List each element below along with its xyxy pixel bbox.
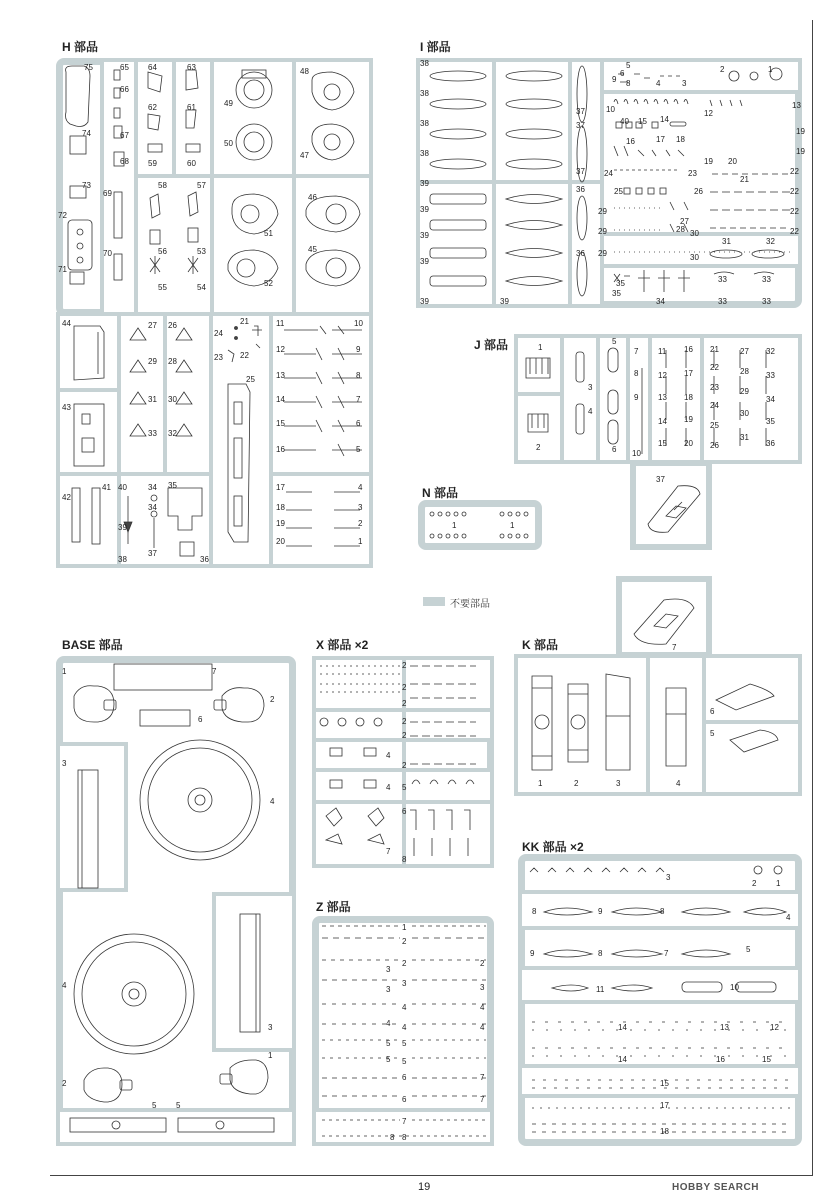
sprue-z-title: Z 部品 <box>316 900 351 914</box>
h-parts-49-50 <box>214 62 294 174</box>
h-parts-51-52 <box>214 180 294 310</box>
legend-label: 不要部品 <box>450 599 490 610</box>
base-parts <box>60 660 292 1142</box>
watermark: HOBBY SEARCH <box>672 1182 759 1193</box>
sprue-base-title: BASE 部品 <box>62 638 123 652</box>
sprue-x-title: X 部品 ×2 <box>316 638 369 652</box>
sprue-i-title: I 部品 <box>420 40 451 54</box>
h-parts-1-4-17-20 <box>276 478 370 566</box>
k-part-7 <box>624 586 704 650</box>
h-parts-45-46 <box>296 180 368 310</box>
j-part-37 <box>638 470 706 544</box>
sprue-kk-title: KK 部品 ×2 <box>522 840 584 854</box>
h-parts-26-33 <box>122 318 212 468</box>
h-part-75 <box>60 62 100 312</box>
h-parts-65-70 <box>104 62 136 312</box>
sprue-k-title: K 部品 <box>522 638 559 652</box>
kk-parts <box>522 858 798 1142</box>
sprue-j-title: J 部品 <box>474 338 509 352</box>
sprue-n-title: N 部品 <box>422 486 459 500</box>
sprue-h-title: H 部品 <box>62 40 99 54</box>
page-number: 19 <box>418 1181 431 1193</box>
legend-swatch <box>423 597 445 606</box>
h-parts-41-44 <box>62 318 118 564</box>
i-parts-1-35 <box>604 62 800 306</box>
i-parts-36-39 <box>420 62 604 306</box>
n-parts <box>424 506 536 544</box>
k-parts <box>518 660 798 792</box>
h-parts-34-40 <box>122 476 212 566</box>
